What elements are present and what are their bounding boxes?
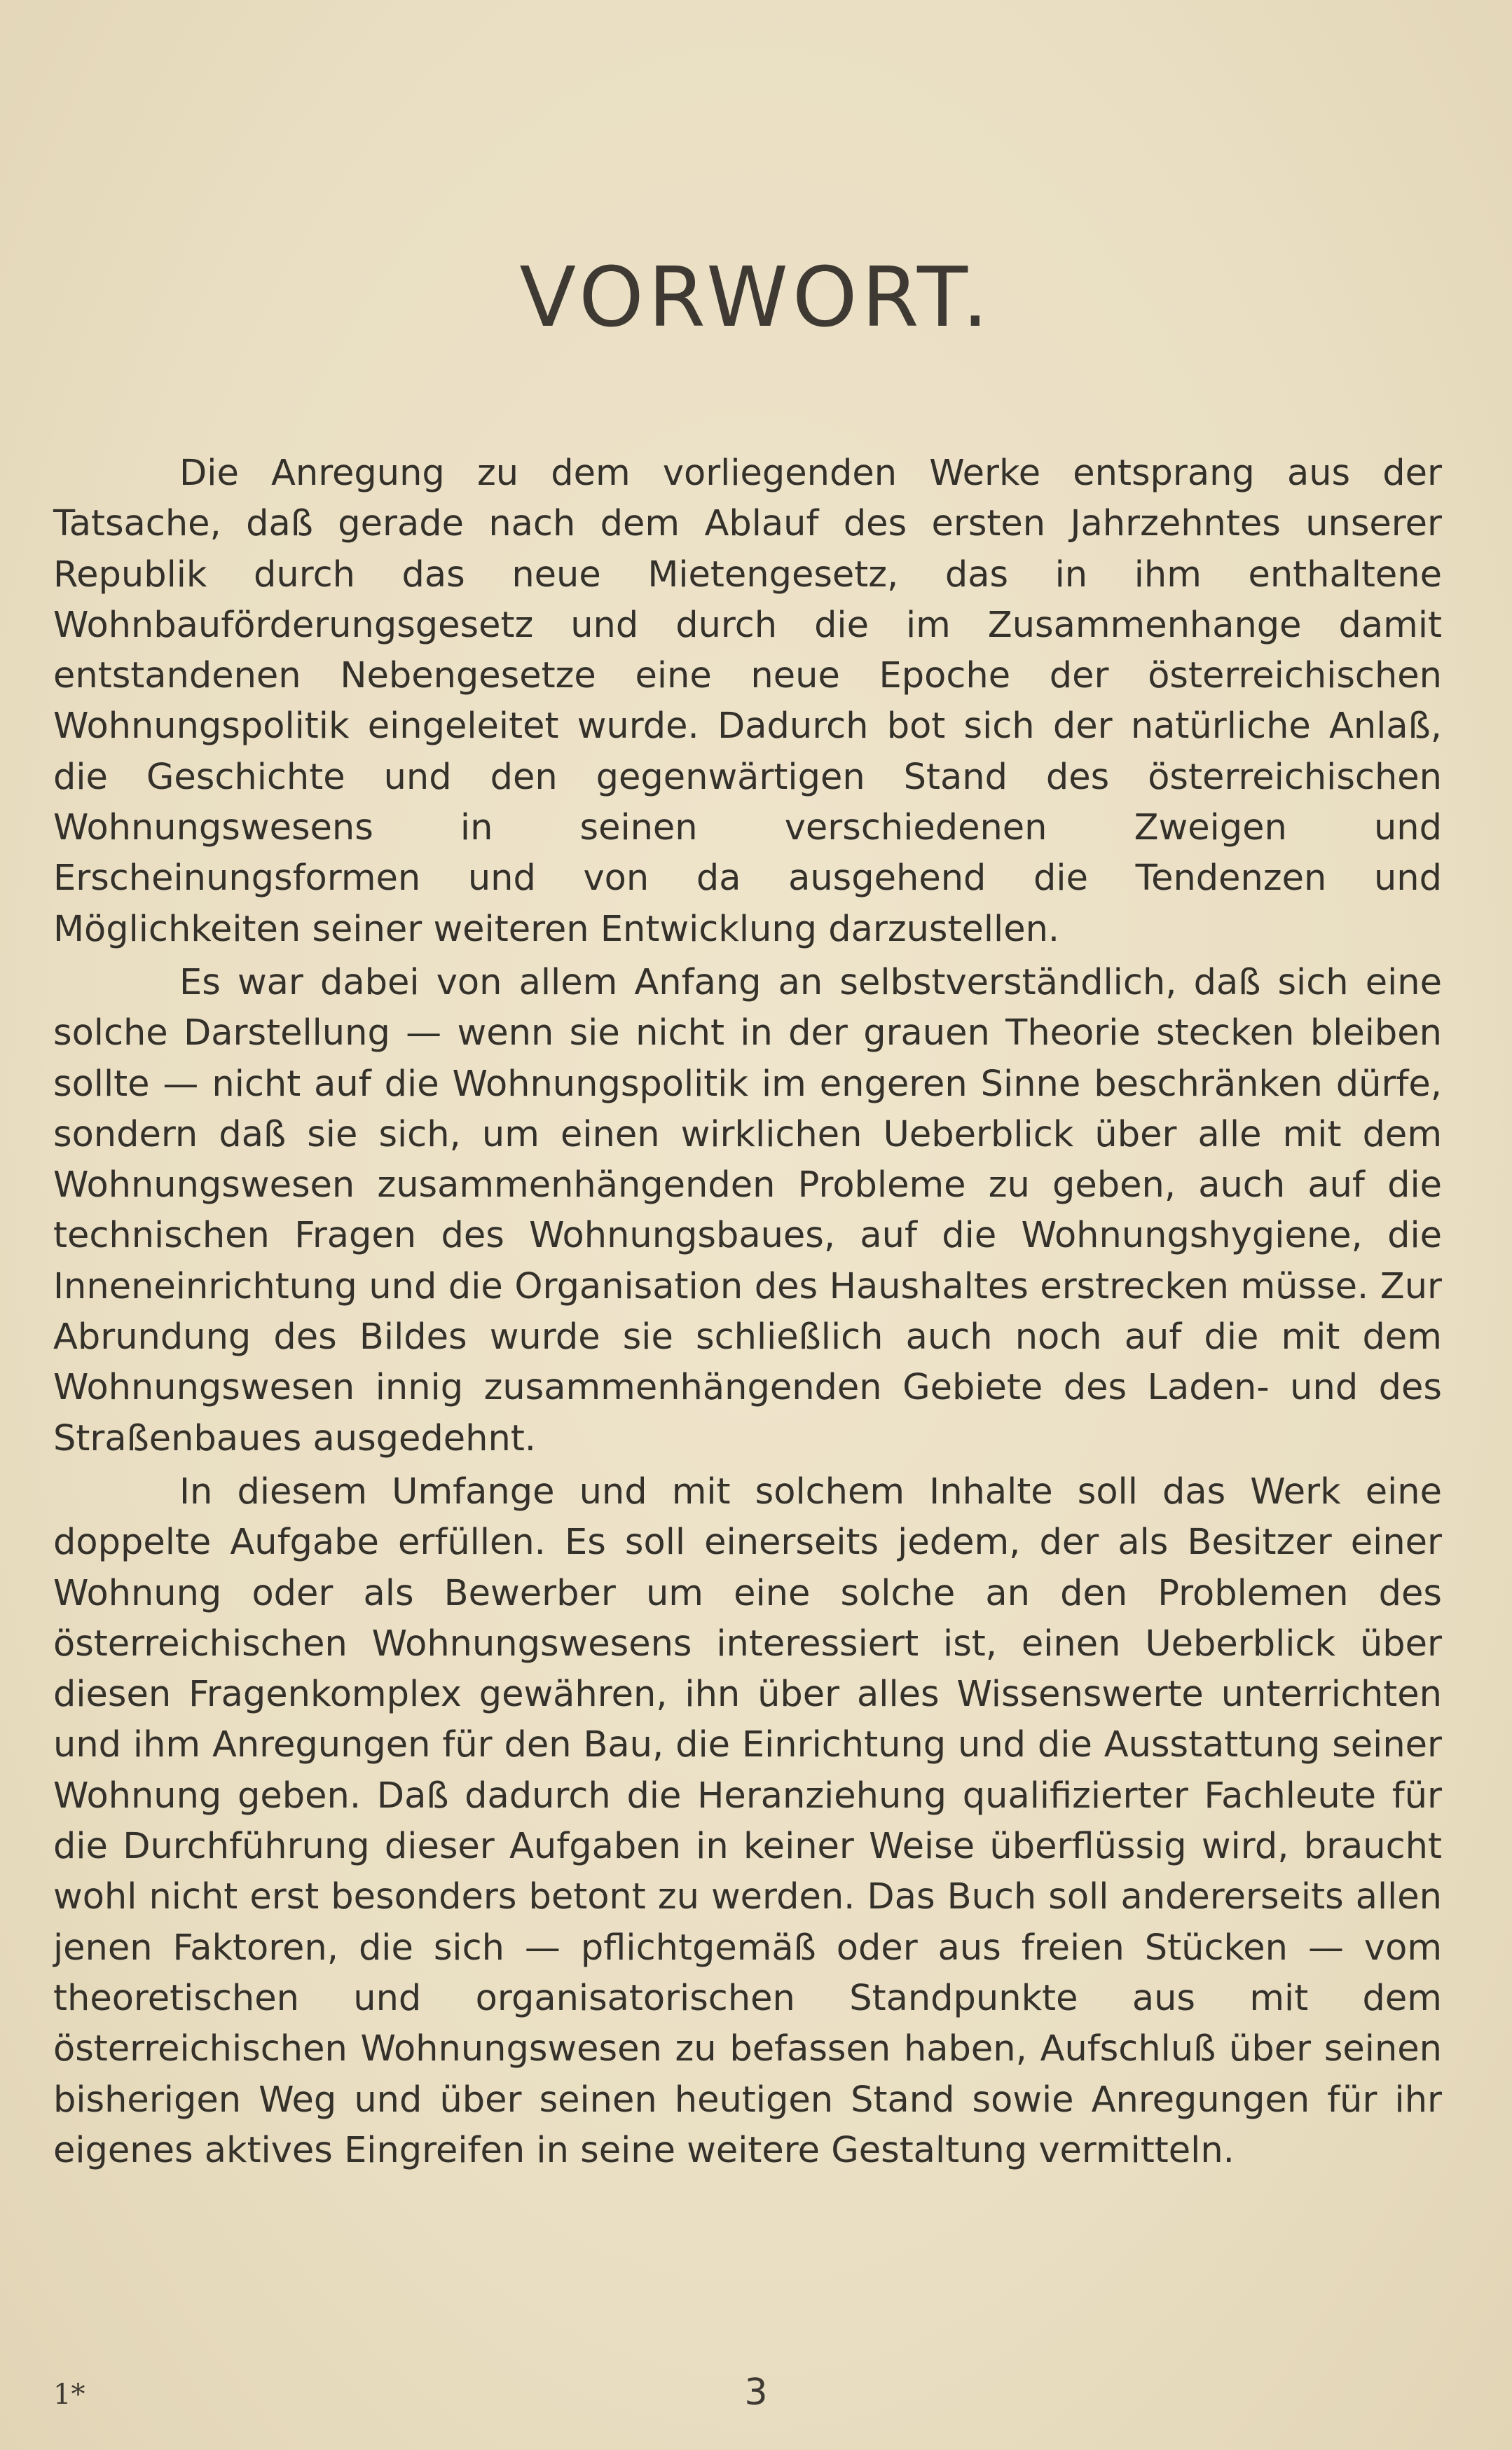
preface-body: [53, 448, 1442, 2176]
paragraph-2: Es war dabei von allem Anfang an selbstverständlich, daß sich eine solche Darstellung — wenn sie nicht in der grauen Theorie stecken bleiben sollte — nicht auf die Wohnungspolitik im engeren Sinne beschränken dürfe, sondern daß sie sich, um einen wirklichen Ueberblick über alle mit dem Wohnungswesen zusammenhängenden Probleme zu geben, auch auf die technischen Fragen des Wohnungsbaues, auf die Wohnungshygiene, die Inneneinrichtung und die Organisation des Haushaltes erstrecken müsse. Zur Abrundung des Bildes wurde sie schließlich auch noch auf die mit dem Wohnungswesen innig zusammenhängenden Gebiete des Laden- und des Straßenbaues ausgedehnt.: [53, 961, 1442, 1459]
signature-mark: 1*: [53, 2379, 85, 2411]
paragraph-3: In diesem Umfange und mit solchem Inhalte soll das Werk eine doppelte Aufgabe erfüllen. Es soll einerseits jedem, der als Besitzer einer Wohnung oder als Bewerber um eine solche an den Problemen des österreichischen Wohnungswesens interessiert ist, einen Ueberblick über diesen Fragenkomplex gewähren, ihn über alles Wissenswerte unterrichten und ihm Anregungen für den Bau, die Einrichtung und die Ausstattung seiner Wohnung geben. Daß dadurch die Heranziehung qualifizierter Fachleute für die Durchführung dieser Aufgaben in keiner Weise überflüssig wird, braucht wohl nicht erst besonders betont zu werden. Das Buch soll andererseits allen jenen Faktoren, die sich — pflichtgemäß oder aus freien Stücken — vom theoretischen und organisatorischen Standpunkte aus mit dem österreichischen Wohnungswesen zu befassen haben, Aufschluß über seinen bisherigen Weg und über seinen heutigen Stand sowie Anregungen für ihr eigenes aktives Eingreifen in seine weitere Gestaltung vermitteln.: [53, 1471, 1442, 2171]
paragraph-1: Die Anregung zu dem vorliegenden Werke entsprang aus der Tatsache, daß gerade nach dem Ablauf des ersten Jahrzehntes unserer Republik durch das neue Mietengesetz, das in ihm enthaltene Wohnbauförderungsgesetz und durch die im Zusammenhange damit entstandenen Nebengesetze eine neue Epoche der österreichischen Wohnungspolitik eingeleitet wurde. Dadurch bot sich der natürliche Anlaß, die Geschichte und den gegenwärtigen Stand des österreichischen Wohnungswesens in seinen verschiedenen Zweigen und Erscheinungsformen und von da ausgehend die Tendenzen und Möglichkeiten seiner weiteren Entwicklung darzustellen.: [53, 453, 1442, 950]
page-title: VORWORT.: [519, 249, 993, 345]
page-number: 3: [744, 2372, 768, 2414]
